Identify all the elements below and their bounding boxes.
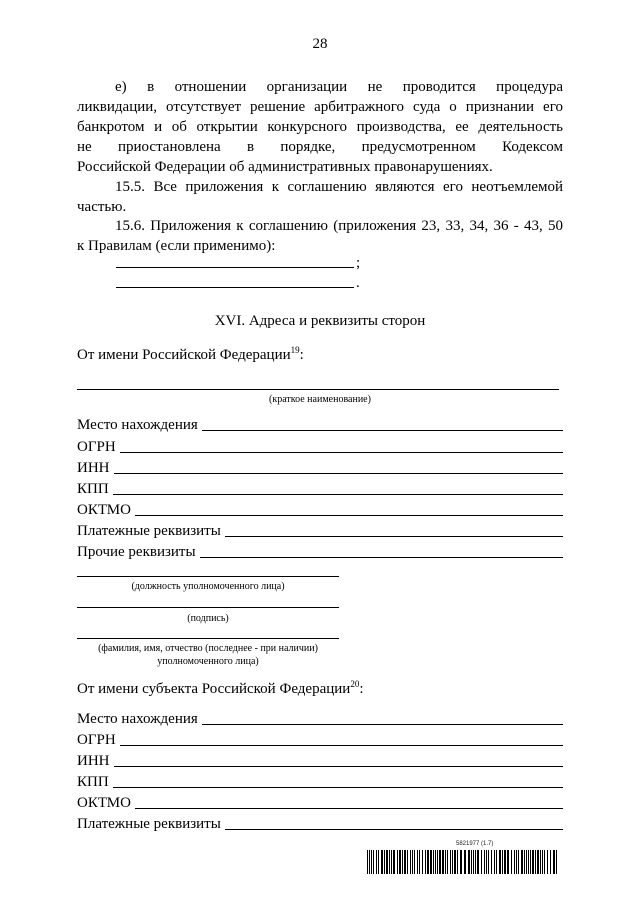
rf-field-kpp bbox=[77, 478, 563, 498]
clause-e-paragraph bbox=[77, 77, 563, 177]
rf-fio-line bbox=[77, 638, 339, 639]
rf-field-oktmo-line bbox=[135, 515, 563, 516]
appendix-blank-end-1: ; bbox=[356, 255, 361, 271]
rf-signature-caption: (подпись) bbox=[187, 613, 229, 624]
subject-field-inn bbox=[77, 750, 563, 770]
rf-name-line bbox=[77, 389, 559, 390]
rf-field-location-label: Место нахождения bbox=[77, 417, 198, 433]
clause-e-line-1: е) в отношении организации не проводится процедура bbox=[115, 79, 563, 95]
subject-field-kpp-line bbox=[113, 787, 563, 788]
rf-fio-caption bbox=[77, 642, 339, 668]
appendix-blank-end-2: . bbox=[356, 275, 360, 291]
rf-signature-line bbox=[77, 607, 339, 608]
clause-15-6-paragraph bbox=[77, 216, 563, 256]
rf-position-line bbox=[77, 576, 339, 577]
rf-field-ogrn bbox=[77, 436, 563, 456]
rf-position-caption: (должность уполномоченного лица) bbox=[131, 581, 285, 592]
rf-field-inn-line bbox=[114, 473, 564, 474]
rf-field-oktmo-label: ОКТМО bbox=[77, 502, 131, 518]
subject-field-oktmo-label: ОКТМО bbox=[77, 795, 131, 811]
rf-heading: От имени Российской Федерации$^{19}$: bbox=[77, 345, 304, 363]
rf-field-other bbox=[77, 541, 563, 561]
subject-field-inn-line bbox=[114, 766, 564, 767]
clause-15-5-paragraph bbox=[77, 177, 563, 217]
rf-field-ogrn-label: ОГРН bbox=[77, 439, 116, 455]
rf-field-payment-label: Платежные реквизиты bbox=[77, 523, 221, 539]
page-number: 28 bbox=[312, 36, 328, 52]
subject-field-location-label: Место нахождения bbox=[77, 711, 198, 727]
subject-field-kpp bbox=[77, 771, 563, 791]
subject-field-inn-label: ИНН bbox=[77, 753, 110, 769]
rf-heading-text: От имени Российской Федерации bbox=[77, 347, 291, 363]
barcode bbox=[367, 850, 559, 874]
appendix-blank-line-2 bbox=[116, 286, 354, 288]
clause-15-5-line-2: частью. bbox=[77, 199, 127, 215]
rf-field-kpp-line bbox=[113, 494, 563, 495]
rf-field-other-label: Прочие реквизиты bbox=[77, 544, 196, 560]
subject-field-kpp-label: КПП bbox=[77, 774, 109, 790]
appendix-blank-line-1 bbox=[116, 266, 354, 268]
rf-field-payment bbox=[77, 520, 563, 540]
clause-e-line-4: не приостановлена в порядке, предусмотренном Кодексом bbox=[77, 139, 563, 155]
clause-15-6-line-2: к Правилам (если применимо): bbox=[77, 238, 276, 254]
subject-field-ogrn bbox=[77, 729, 563, 749]
clause-15-6-line-1: 15.6. Приложения к соглашению (приложения 23, 33, 34, 36 - 43, 50 bbox=[115, 218, 563, 234]
subject-field-oktmo-line bbox=[135, 808, 563, 809]
rf-fio-caption-line-2: уполномоченного лица) bbox=[157, 656, 259, 667]
clause-15-5-line-1: 15.5. Все приложения к соглашению являются его неотъемлемой bbox=[115, 179, 563, 195]
subject-heading-footnote: 20 bbox=[350, 679, 360, 689]
rf-heading-footnote: 19 bbox=[290, 345, 300, 355]
rf-field-inn-label: ИНН bbox=[77, 460, 110, 476]
subject-field-payment bbox=[77, 813, 563, 833]
rf-name-caption: (краткое наименование) bbox=[269, 394, 371, 405]
clause-e-line-5: Российской Федерации об административных правонарушениях. bbox=[77, 159, 493, 175]
rf-field-other-line bbox=[200, 557, 563, 558]
rf-field-oktmo bbox=[77, 499, 563, 519]
section-title: XVI. Адреса и реквизиты сторон bbox=[214, 313, 426, 329]
rf-field-ogrn-line bbox=[120, 452, 563, 453]
rf-field-payment-line bbox=[225, 536, 563, 537]
subject-field-payment-label: Платежные реквизиты bbox=[77, 816, 221, 832]
barcode-bar bbox=[556, 850, 557, 874]
rf-field-location bbox=[77, 414, 563, 434]
subject-field-ogrn-line bbox=[120, 745, 563, 746]
document-stamp: 5821977 (1.7) bbox=[456, 841, 494, 847]
subject-field-oktmo bbox=[77, 792, 563, 812]
subject-field-location-line bbox=[202, 724, 563, 725]
rf-field-location-line bbox=[202, 430, 563, 431]
rf-field-kpp-label: КПП bbox=[77, 481, 109, 497]
rf-field-inn bbox=[77, 457, 563, 477]
rf-fio-caption-line-1: (фамилия, имя, отчество (последнее - при наличии) bbox=[98, 643, 318, 654]
subject-heading: От имени субъекта Российской Федерации$^{20}$: bbox=[77, 679, 364, 697]
subject-heading-text: От имени субъекта Российской Федерации bbox=[77, 681, 351, 697]
subject-field-ogrn-label: ОГРН bbox=[77, 732, 116, 748]
subject-field-location bbox=[77, 708, 563, 728]
clause-e-line-3: банкротом и об открытии конкурсного производства, ее деятельность bbox=[77, 119, 563, 135]
subject-field-payment-line bbox=[225, 829, 563, 830]
clause-e-line-2: ликвидации, отсутствует решение арбитражного суда о признании его bbox=[77, 99, 563, 115]
